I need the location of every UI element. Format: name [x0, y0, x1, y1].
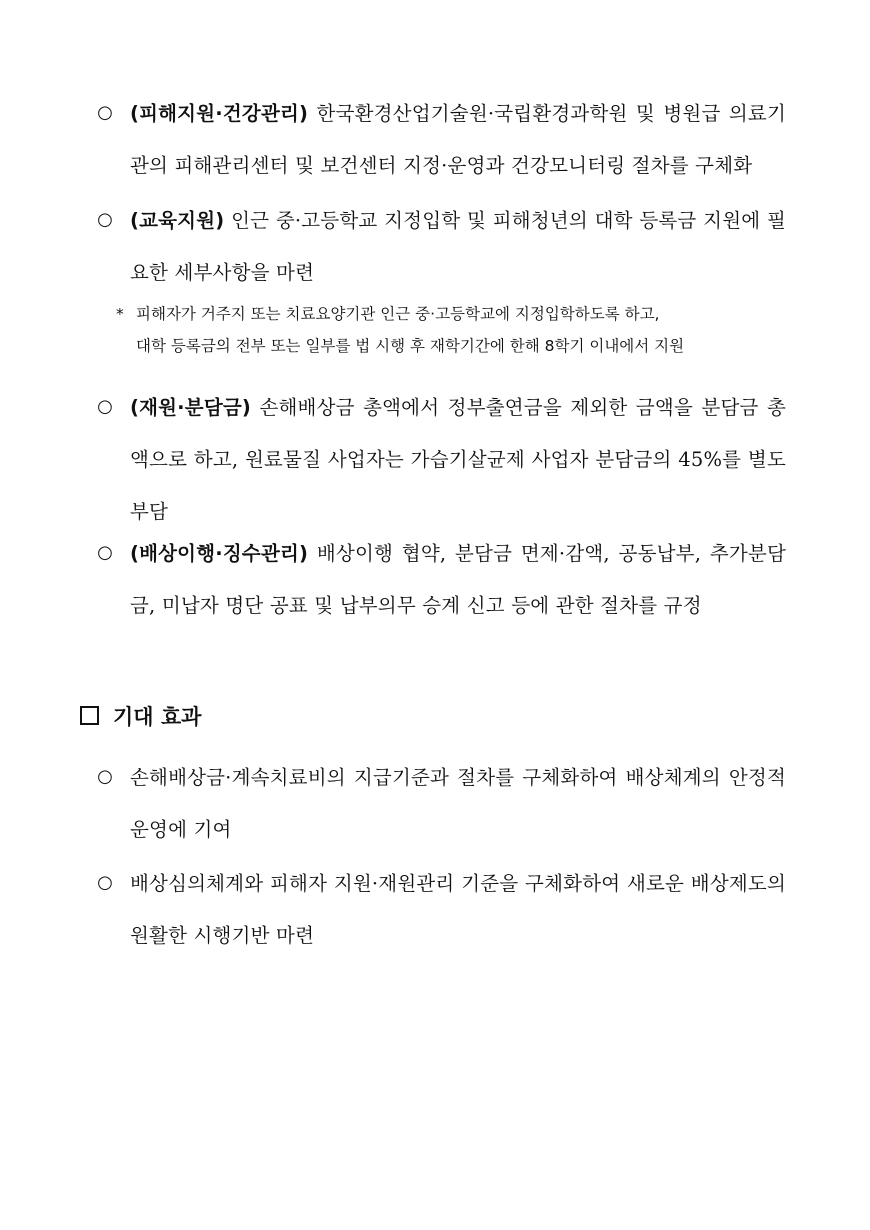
item-body: 한국환경산업기술원·국립환경과학원 및 병원급 의료기관의 피해관리센터 및 보건센터 지정·운영과 건강모니터링 절차를 구체화 — [130, 102, 786, 177]
item-text — [130, 528, 786, 632]
circle-bullet-icon: ○ — [97, 396, 113, 417]
circle-bullet-icon: ○ — [97, 102, 113, 123]
item-label: (피해지원·건강관리) — [130, 102, 309, 125]
asterisk-icon: * — [116, 305, 124, 323]
item-body: 인근 중·고등학교 지정입학 및 피해청년의 대학 등록금 지원에 필요한 세부사항을 마련 — [130, 209, 786, 284]
circle-bullet-icon: ○ — [97, 872, 113, 893]
item-label: (배상이행·징수관리) — [130, 542, 309, 565]
checkbox-square-icon — [80, 706, 99, 725]
circle-bullet-icon: ○ — [97, 542, 113, 563]
item-label: (재원·분담금) — [130, 396, 252, 419]
item-text: 배상심의체계와 피해자 지원·재원관리 기준을 구체화하여 새로운 배상제도의 원활한 시행기반 마련 — [130, 872, 786, 947]
item-label: (교육지원) — [130, 209, 225, 232]
item-body: 손해배상금 총액에서 정부출연금을 제외한 금액을 분담금 총액으로 하고, 원료물질 사업자는 가습기살균제 사업자 분담금의 45%를 별도 부담 — [130, 396, 786, 523]
footnote-text: 피해자가 거주지 또는 치료요양기관 인근 중·고등학교에 지정입학하도록 하고, — [136, 305, 660, 323]
section-title: 기대 효과 — [113, 705, 202, 729]
footnote-line: 대학 등록금의 전부 또는 일부를 법 시행 후 재학기간에 한해 8학기 이내에서 지원 — [136, 337, 685, 355]
circle-bullet-icon: ○ — [97, 209, 113, 230]
circle-bullet-icon: ○ — [97, 766, 113, 787]
section-heading — [80, 695, 201, 739]
item-text — [130, 88, 786, 192]
item-text — [130, 382, 786, 538]
footnote — [116, 298, 788, 362]
footnote-line — [116, 298, 788, 330]
item-body: 배상이행 협약, 분담금 면제·감액, 공동납부, 추가분담금, 미납자 명단 공표 및 납부의무 승계 신고 등에 관한 절차를 규정 — [130, 542, 786, 617]
item-text — [130, 195, 786, 299]
item-text: 손해배상금·계속치료비의 지급기준과 절차를 구체화하여 배상체계의 안정적 운영에 기여 — [130, 766, 786, 841]
